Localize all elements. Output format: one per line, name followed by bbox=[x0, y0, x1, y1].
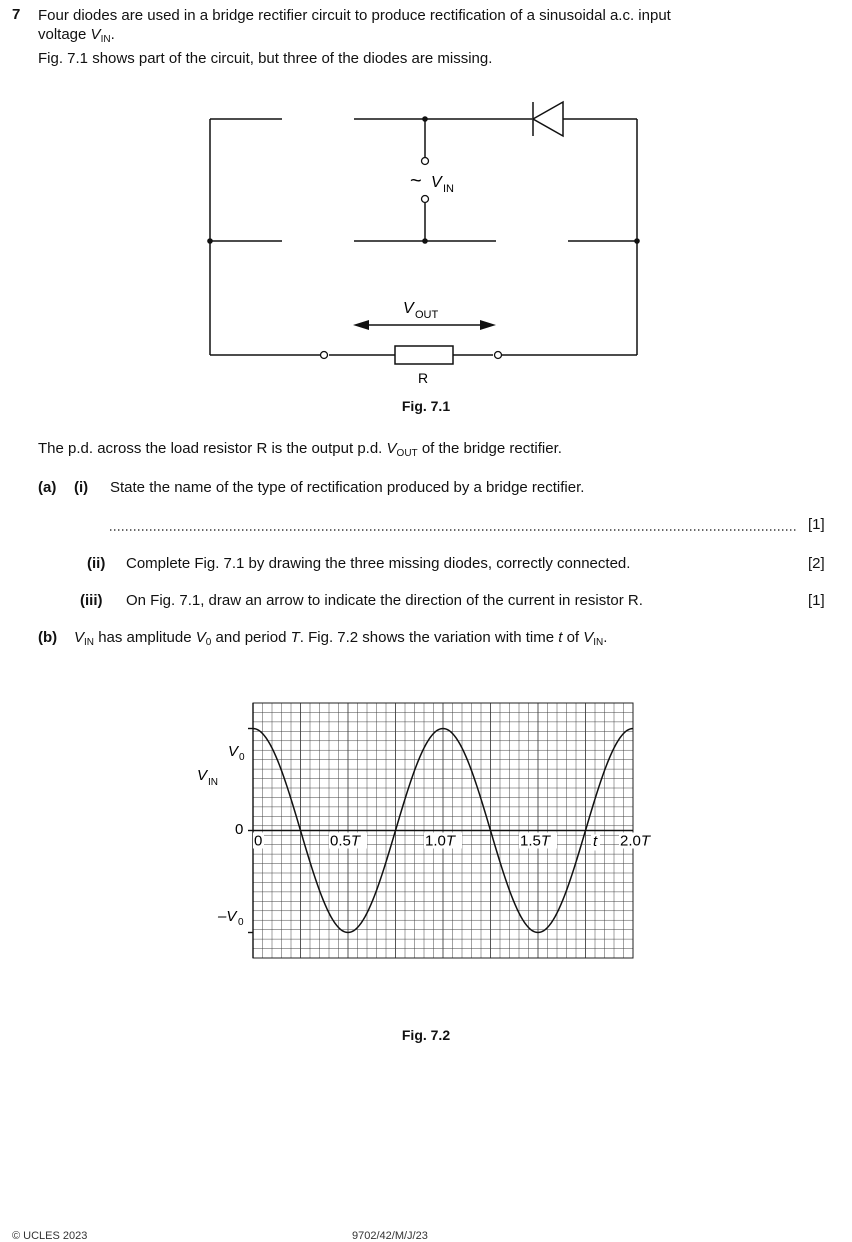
x-axis-label: t bbox=[593, 833, 598, 850]
statement-pre: The p.d. across the load resistor R is the output p.d. bbox=[38, 440, 383, 457]
part-a-label: (a) bbox=[38, 479, 57, 496]
y-axis-label: V bbox=[197, 767, 208, 784]
b-vin-subscript-2: IN bbox=[593, 637, 604, 648]
part-b-text: $V_{IN}$ has amplitude $V_0$ and period T. Fig. 7.2 shows the variation with time t of $V_{IN}$. bbox=[74, 629, 608, 648]
x-tick-label: 0.5T bbox=[330, 832, 361, 850]
b-v0-subscript: 0 bbox=[205, 637, 212, 648]
part-a-ii-marks: [2] bbox=[808, 555, 825, 572]
resistor-label: R bbox=[418, 370, 429, 386]
y-tick-v0: V bbox=[228, 743, 239, 760]
v-in-symbol: V bbox=[90, 26, 101, 43]
intro-line3: Fig. 7.1 shows part of the circuit, but three of the diodes are missing. bbox=[38, 50, 493, 67]
vout-subscript: OUT bbox=[396, 448, 418, 459]
statement-post: of the bridge rectifier. bbox=[421, 440, 562, 457]
b-vin-symbol: V bbox=[74, 629, 85, 646]
part-a-i-marks: [1] bbox=[808, 516, 825, 533]
y-tick-v0-subscript: 0 bbox=[239, 752, 245, 763]
part-a-iii-text: On Fig. 7.1, draw an arrow to indicate the direction of the current in resistor R. bbox=[126, 592, 643, 609]
vin-label: V bbox=[431, 174, 442, 191]
vout-symbol: V bbox=[386, 440, 397, 457]
x-tick-label: 2.0T bbox=[620, 832, 651, 850]
y-tick-zero: 0 bbox=[235, 821, 244, 838]
question-intro: Four diodes are used in a bridge rectifier circuit to produce rectification of a sinusoidal a.c. input voltage $V_{IN}$. Fig. 7.1 shows part of the circuit, but three of the diodes are missing. bbox=[38, 7, 671, 67]
vout-label: V bbox=[403, 300, 414, 317]
fig-7-2-caption: Fig. 7.2 bbox=[401, 1027, 451, 1043]
b-v0-symbol: V bbox=[195, 629, 206, 646]
part-a-i-label: (i) bbox=[74, 479, 89, 496]
b-text3: . Fig. 7.2 shows the variation with time bbox=[299, 629, 555, 646]
intro-line1: Four diodes are used in a bridge rectifier circuit to produce rectification of a sinusoidal a.c. input bbox=[38, 7, 671, 24]
question-number: 7 bbox=[12, 6, 21, 23]
footer-copyright: © UCLES 2023 bbox=[12, 1230, 88, 1242]
b-text1: has amplitude bbox=[98, 629, 192, 646]
part-a-iii-marks: [1] bbox=[808, 592, 825, 609]
b-vin-symbol-2: V bbox=[583, 629, 594, 646]
b-t-symbol: t bbox=[558, 629, 563, 646]
part-a-i-text: State the name of the type of rectification produced by a bridge rectifier. bbox=[110, 479, 585, 496]
footer-code: 9702/42/M/J/23 bbox=[352, 1230, 428, 1242]
x-tick-label: 1.5T bbox=[520, 832, 551, 850]
b-text2: and period bbox=[215, 629, 287, 646]
ac-source-tilde: ~ bbox=[410, 170, 422, 192]
part-a-ii-text: Complete Fig. 7.1 by drawing the three missing diodes, correctly connected. bbox=[126, 555, 631, 572]
v-in-subscript: IN bbox=[100, 34, 111, 45]
y-tick-minus-v0: –V bbox=[218, 908, 237, 925]
y-tick-minus-v0-subscript: 0 bbox=[238, 917, 244, 928]
b-vin-subscript: IN bbox=[84, 637, 95, 648]
vout-label-subscript: OUT bbox=[415, 309, 439, 321]
fig-7-1-caption: Fig. 7.1 bbox=[401, 398, 451, 414]
x-tick-label: 1.0T bbox=[425, 832, 456, 850]
part-b-label: (b) bbox=[38, 629, 58, 646]
part-a-iii-label: (iii) bbox=[80, 592, 103, 609]
intro-line2: voltage bbox=[38, 26, 87, 43]
y-axis-label-subscript: IN bbox=[208, 777, 218, 788]
b-text4: of bbox=[566, 629, 580, 646]
graph-axes bbox=[248, 703, 633, 958]
x-tick-label: 0 bbox=[254, 832, 263, 850]
part-a-ii-label: (ii) bbox=[87, 555, 106, 572]
b-T-symbol: T bbox=[290, 629, 300, 646]
vin-label-subscript: IN bbox=[443, 183, 454, 195]
